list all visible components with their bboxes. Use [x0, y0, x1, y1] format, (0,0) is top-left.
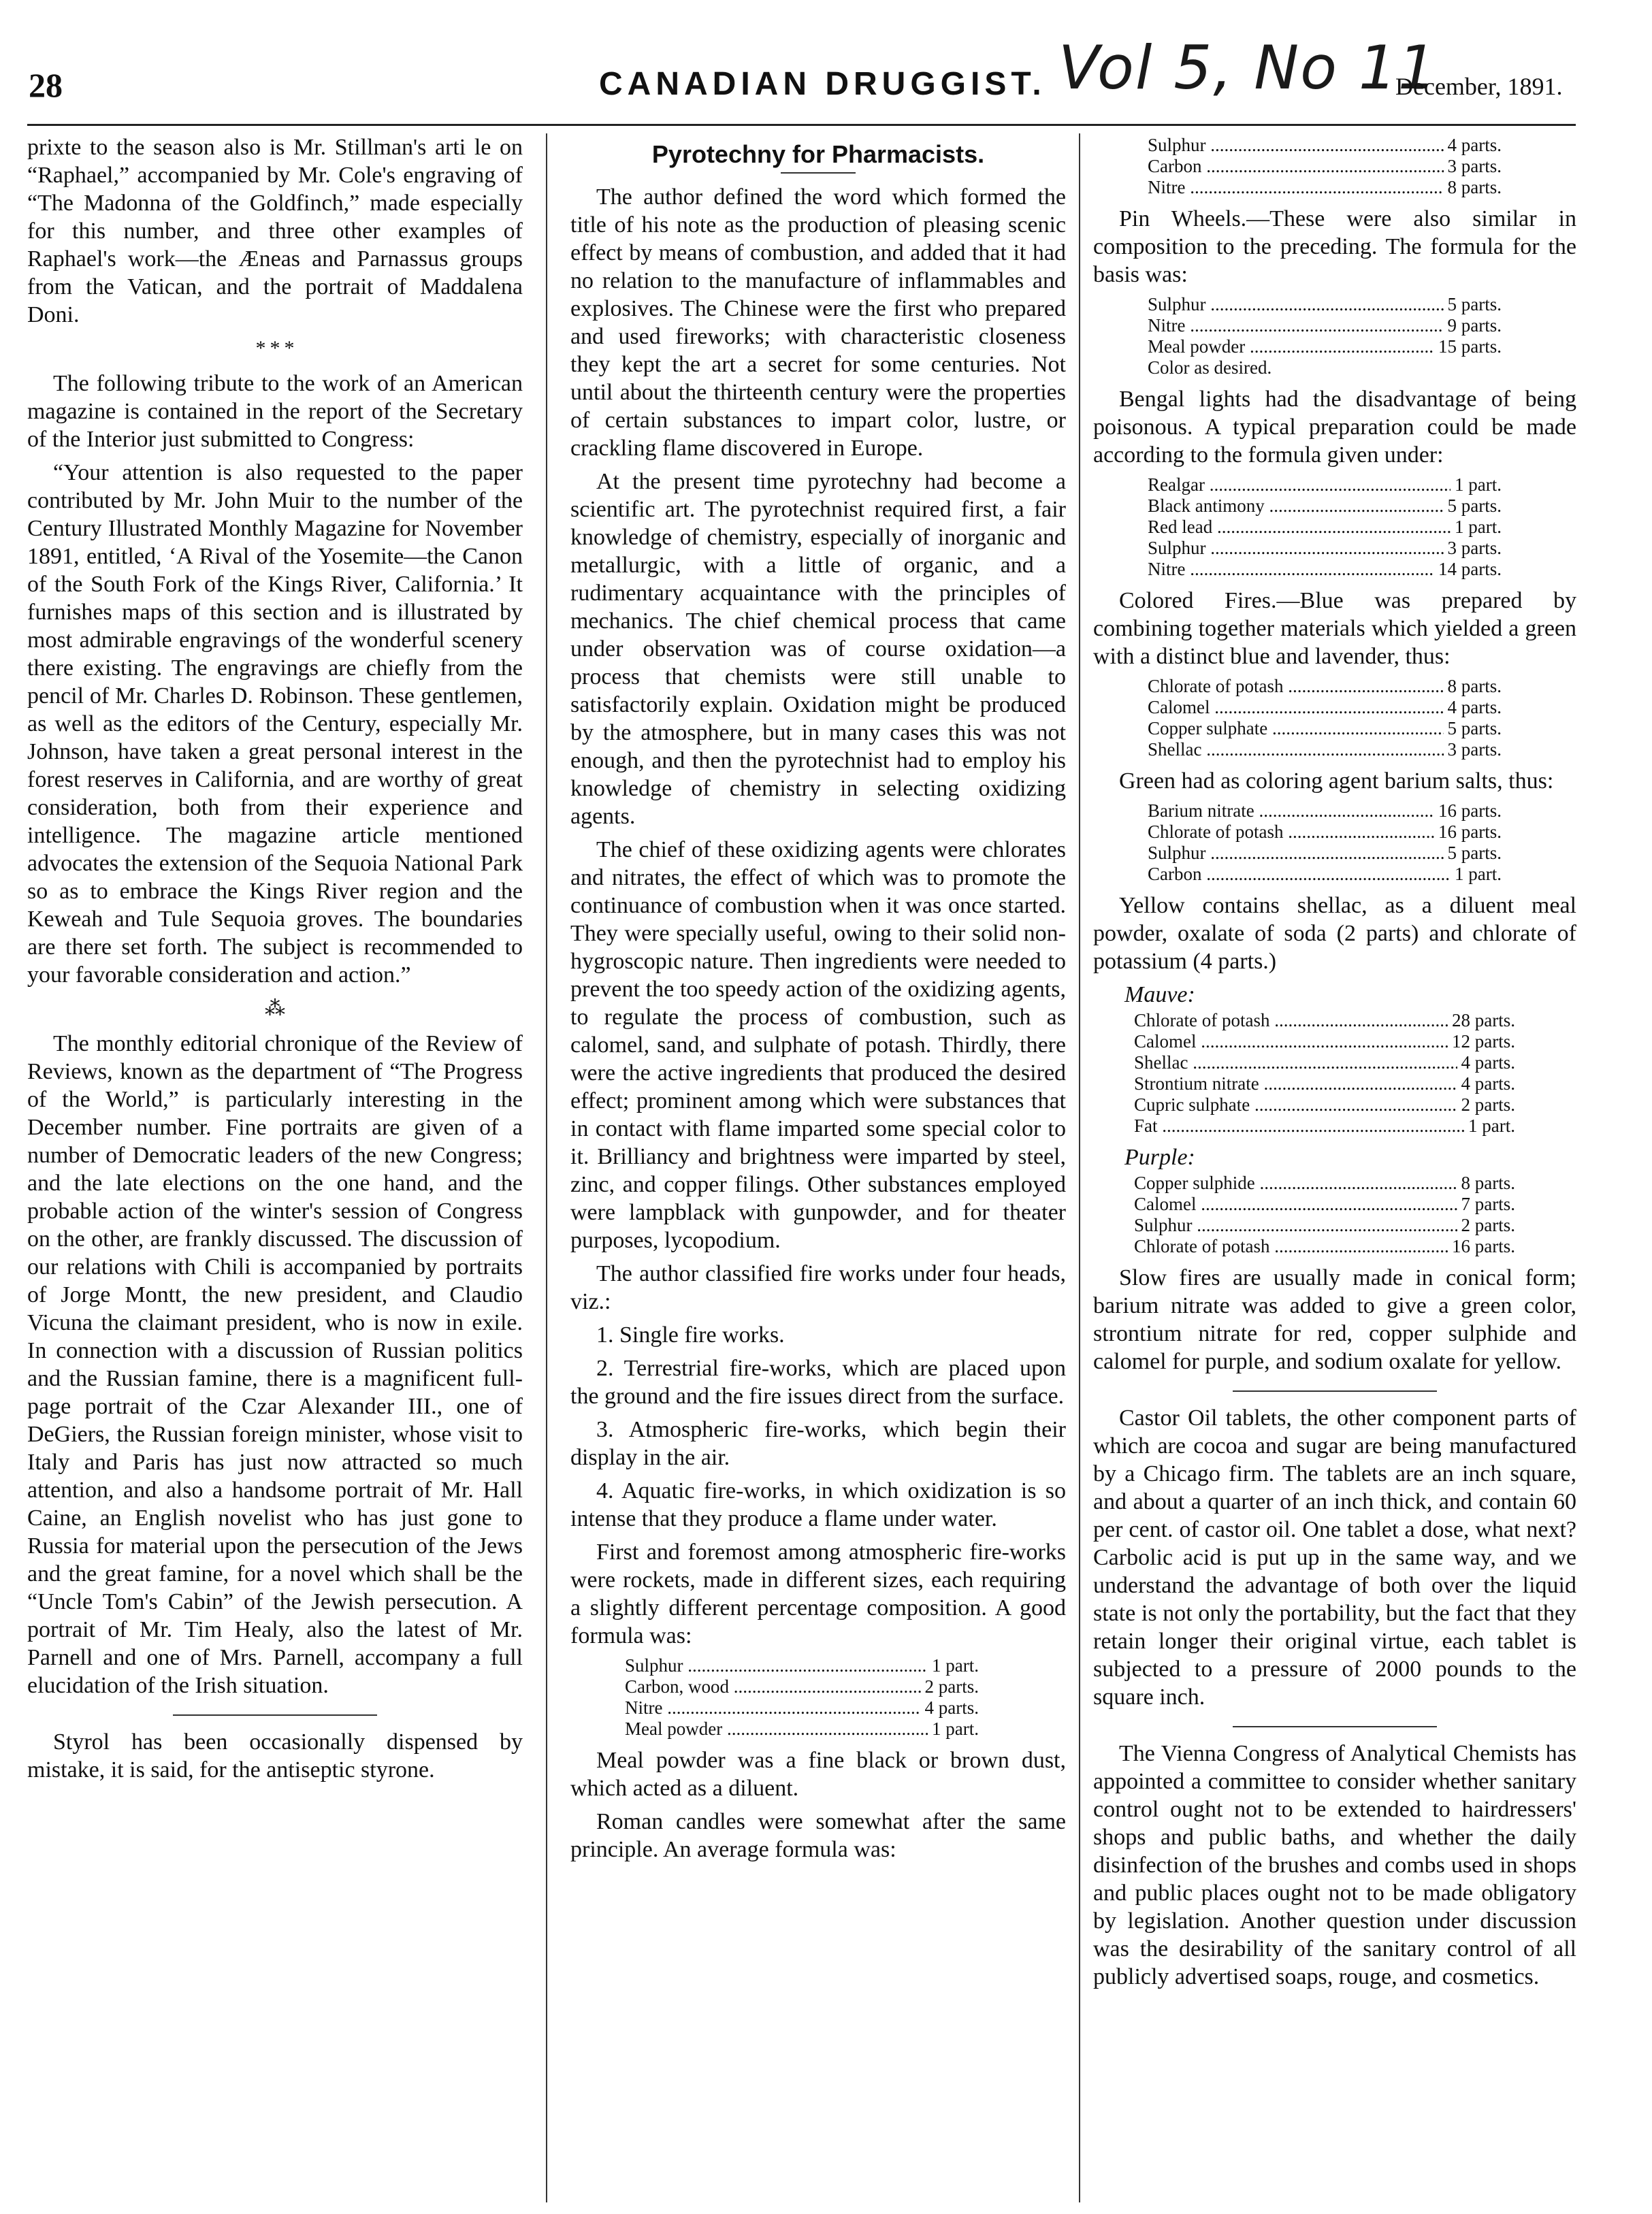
- ornament-asterism-2: ⁂: [265, 997, 285, 1020]
- formula-row: Chlorate of potash ..... 16 parts.: [1134, 1236, 1515, 1257]
- formula-row: Carbon ..... 1 part.: [1148, 864, 1502, 885]
- col3-paragraph-bengal-lights: Bengal lights had the disadvantage of being poisonous. A typical preparation could be made according to the formula given under:: [1093, 387, 1576, 468]
- formula-row: Black antimony ..... 5 parts.: [1148, 495, 1502, 517]
- formula-row: Shellac ..... 4 parts.: [1134, 1052, 1515, 1073]
- formula-row: Meal powder ..... 15 parts.: [1148, 336, 1502, 357]
- col3-paragraph-vienna-congress: The Vienna Congress of Analytical Chemists has appointed a committee to consider whether sanitary control ought not to be extended to hairdressers' shops and public baths, and whether the daily disinfection of the brushes and combs used in shops and public places ought not to be made obligatory by legislation. Another question under discussion was the desirability of the sanitary control of all publicly advertised soaps, rouge, and cosmetics.: [1093, 1741, 1576, 1989]
- formula-purple: [1134, 1173, 1515, 1257]
- formula-row: Fat ..... 1 part.: [1134, 1116, 1515, 1137]
- col2-paragraph-roman-candles: Roman candles were somewhat after the same principle. An average formula was:: [570, 1809, 1066, 1862]
- col2-paragraph-rockets: First and foremost among atmospheric fire-works were rockets, made in different sizes, each requiring a slightly different percentage composition. A good formula was:: [570, 1540, 1066, 1648]
- formula-row: Sulphur ..... 2 parts.: [1134, 1215, 1515, 1236]
- formula-row: Carbon ..... 3 parts.: [1148, 156, 1502, 177]
- header-rule: [27, 124, 1576, 126]
- column-1: [27, 133, 523, 1789]
- column-3: [1093, 133, 1576, 1996]
- col3-paragraph-slow-fires: Slow fires are usually made in conical form; barium nitrate was added to give a green color, strontium nitrate for red, copper sulphide and calomel for purple, and sodium oxalate for yellow.: [1093, 1265, 1576, 1374]
- col3-paragraph-colored-fires: Colored Fires.—Blue was prepared by combining together materials which yielded a green with a distinct blue and lavender, thus:: [1093, 588, 1576, 669]
- formula-row: Nitre ..... 9 parts.: [1148, 315, 1502, 336]
- mauve-label: Mauve:: [1124, 982, 1195, 1007]
- formula-row: Sulphur ..... 5 parts.: [1148, 843, 1502, 864]
- col2-paragraph-classification: The author classified fire works under four heads, viz.:: [570, 1261, 1066, 1314]
- col3-separator-1: [1233, 1390, 1437, 1392]
- formula-blue: [1148, 676, 1502, 760]
- formula-bengal: [1148, 474, 1502, 580]
- formula-green: [1148, 800, 1502, 885]
- formula-row: Sulphur ..... 1 part.: [625, 1655, 979, 1676]
- col1-paragraph-tribute-intro: The following tribute to the work of an American magazine is contained in the report of the Secretary of the Interior just submitted to Congress:: [27, 371, 523, 452]
- col1-separator: [173, 1714, 377, 1716]
- col2-paragraph-meal-powder: Meal powder was a fine black or brown dust, which acted as a diluent.: [570, 1748, 1066, 1801]
- issue-date: December, 1891.: [1395, 73, 1563, 100]
- title-rule: [781, 172, 856, 174]
- formula-row: Chlorate of potash ..... 16 parts.: [1148, 821, 1502, 843]
- col3-paragraph-green: Green had as coloring agent barium salts, thus:: [1119, 768, 1554, 794]
- list-item: 3. Atmospheric fire-works, which begin their display in the air.: [570, 1417, 1066, 1470]
- formula-row: Nitre ..... 14 parts.: [1148, 559, 1502, 580]
- formula-row: Copper sulphide ..... 8 parts.: [1134, 1173, 1515, 1194]
- formula-row: Calomel ..... 12 parts.: [1134, 1031, 1515, 1052]
- page-number: 28: [29, 66, 63, 104]
- formula-rocket: [625, 1655, 979, 1740]
- col1-paragraph-styrol: Styrol has been occasionally dispensed by mistake, it is said, for the antiseptic styrone.: [27, 1729, 523, 1782]
- formula-row: Shellac ..... 3 parts.: [1148, 739, 1502, 760]
- col3-separator-2: [1233, 1726, 1437, 1727]
- formula-row: Nitre ..... 8 parts.: [1148, 177, 1502, 198]
- list-item: 2. Terrestrial fire-works, which are placed upon the ground and the fire issues direct from the surface.: [570, 1356, 1066, 1409]
- col3-paragraph-pin-wheels: Pin Wheels.—These were also similar in composition to the preceding. The formula for the basis was:: [1093, 206, 1576, 287]
- list-item: 4. Aquatic fire-works, in which oxidization is so intense that they produce a flame under water.: [570, 1478, 1066, 1531]
- formula-mauve: [1134, 1010, 1515, 1137]
- masthead-title: CANADIAN DRUGGIST.: [599, 66, 1046, 102]
- formula-row: Cupric sulphate ..... 2 parts.: [1134, 1094, 1515, 1116]
- formula-row: Nitre ..... 4 parts.: [625, 1697, 979, 1719]
- article-title-pyrotechny: Pyrotechny for Pharmacists.: [651, 140, 985, 168]
- formula-roman-candle: [1148, 135, 1502, 198]
- formula-row: Chlorate of potash ..... 28 parts.: [1134, 1010, 1515, 1031]
- col3-paragraph-yellow: Yellow contains shellac, as a diluent meal powder, oxalate of soda (2 parts) and chlorate of potassium (4 parts.): [1093, 893, 1576, 974]
- formula-row: Sulphur ..... 3 parts.: [1148, 538, 1502, 559]
- col3-paragraph-castor-oil: Castor Oil tablets, the other component parts of which are cocoa and sugar are being manufactured by a Chicago firm. The tablets are an inch square, and about a quarter of an inch thick, and contain 60 per cent. of castor oil. One tablet a dose, what next? Carbolic acid is put up in the same way, and we understand the advantage of both over the liquid state is not only the portability, but the fact that they retain longer their original virtue, each tablet is subjected to a pressure of 2000 pounds to the square inch.: [1093, 1405, 1576, 1710]
- formula-row: Strontium nitrate ..... 4 parts.: [1134, 1073, 1515, 1094]
- list-item: 1. Single fire works.: [596, 1322, 785, 1348]
- formula-row: Calomel ..... 4 parts.: [1148, 697, 1502, 718]
- column-divider-1: [546, 133, 547, 2202]
- formula-row: Barium nitrate ..... 16 parts.: [1148, 800, 1502, 821]
- formula-note: Color as desired.: [1148, 357, 1272, 378]
- formula-pin-wheel: [1148, 294, 1502, 378]
- col2-paragraph-definition: The author defined the word which formed the title of his note as the production of pleasing scenic effect by means of combustion, and added that it had no relation to the manufacture of inflammables and explosives. The Chinese were the first who prepared and used fireworks; with characteristic closeness they kept the art a secret for some centuries. Not until about the thirteenth century were the properties of certain substances to impart color, lustre, or crackling flame discovered in Europe.: [570, 184, 1066, 461]
- formula-row: Meal powder ..... 1 part.: [625, 1719, 979, 1740]
- col2-paragraph-scientific-art: At the present time pyrotechny had become a scientific art. The pyrotechnist required first, a fair knowledge of chemistry, especially of inorganic and metallurgic, with a little of organic, and a rudimentary acquaintance with the principles of mechanics. The chief chemical process that came under observation was of course oxidation—a process that chemists were still unable to satisfactorily explain. Oxidation might be produced by the atmosphere, but in many cases this was not enough, and then the pyrotechnist had to employ his knowledge of chemistry in selecting oxidizing agents.: [570, 469, 1066, 829]
- formula-row: Calomel ..... 7 parts.: [1134, 1194, 1515, 1215]
- formula-row: Copper sulphate ..... 5 parts.: [1148, 718, 1502, 739]
- col1-paragraph-review-of-reviews: The monthly editorial chronique of the Review of Reviews, known as the department of “The Progress of the World,” is particularly interesting in the December number. Fine portraits are given of a number of Democratic leaders of the new Congress; and the late elections on the one hand, and the probable action of the winter's session of Congress on the other, are frankly discussed. The discussion of our relations with Chili is accompanied by portraits of Jorge Montt, the new president, and Claudio Vicuna the claimant president, who is now in exile. In connection with a discussion of Russian politics and the Russian famine, there is a magnificent full-page portrait of the Czar Alexander III., one of DeGiers, the Russian foreign minister, whose visit to Italy and Paris has just now attracted so much attention, and also a handsome portrait of Mr. Hall Caine, an English novelist who has just gone to Russia for material upon the persecution of the Jews and the great famine, for a novel which shall be the “Uncle Tom's Cabin” of the Jewish persecution. A portrait of Mr. Tim Healy, also the latest of Mr. Parnell and one of Mrs. Parnell, accompany a full elucidation of the Irish situation.: [27, 1031, 523, 1698]
- ornament-asterism: * * *: [255, 337, 295, 359]
- col1-paragraph-raphael: prixte to the season also is Mr. Stillman's arti le on “Raphael,” accompanied by Mr. Cole's engraving of “The Madonna of the Goldfinch,” made especially for this number, and three other examples of Raphael's work—the Æneas and Parnassus groups from the Vatican, and the portrait of Maddalena Doni.: [27, 135, 523, 327]
- formula-row: Sulphur ..... 5 parts.: [1148, 294, 1502, 315]
- page-header: [0, 0, 1652, 129]
- col1-paragraph-muir-quote: “Your attention is also requested to the paper contributed by Mr. John Muir to the number of the Century Illustrated Monthly Magazine for November 1891, entitled, ‘A Rival of the Yosemite—the Canon of the South Fork of the Kings River, California.’ It furnishes maps of this section and is illustrated by most admirable engravings of the wonderful scenery there existing. The engravings are chiefly from the pencil of Mr. Charles D. Robinson. These gentlemen, as well as the editors of the Century, especially Mr. Johnson, have taken a great personal interest in the forest reserves in California, and are worthy of great consideration, both from their experience and intelligence. The magazine article mentioned advocates the extension of the Sequoia National Park so as to embrace the Kings River region and the Keweah and Tule Sequoia groves. The boundaries are there set forth. The subject is recommended to your favorable consideration and action.”: [27, 460, 523, 988]
- formula-row: Chlorate of potash ..... 8 parts.: [1148, 676, 1502, 697]
- col2-paragraph-oxidizing-agents: The chief of these oxidizing agents were chlorates and nitrates, the effect of which was to promote the continuance of combustion when it was once started. They were specially useful, owing to their solid non-hygroscopic nature. Then ingredients were needed to prevent the too speedy action of the oxidizing agents, to regulate the process of combustion, such as calomel, sand, and sulphate of potash. Thirdly, there were the active ingredients that produced the desired effect; prominent among which were substances that in contact with flame imparted some special color to it. Brilliancy and brightness were imparted by steel, zinc, and copper filings. Other substances employed were lampblack with gunpowder, and for theater purposes, lycopodium.: [570, 837, 1066, 1253]
- formula-row: Red lead ..... 1 part.: [1148, 517, 1502, 538]
- handwritten-volume-note: Vol 5, No 11: [1058, 33, 1438, 103]
- column-2: [570, 133, 1066, 1869]
- purple-label: Purple:: [1124, 1145, 1195, 1170]
- column-divider-2: [1079, 133, 1080, 2202]
- formula-row: Realgar ..... 1 part.: [1148, 474, 1502, 495]
- formula-row: Sulphur ..... 4 parts.: [1148, 135, 1502, 156]
- formula-row: Carbon, wood ..... 2 parts.: [625, 1676, 979, 1697]
